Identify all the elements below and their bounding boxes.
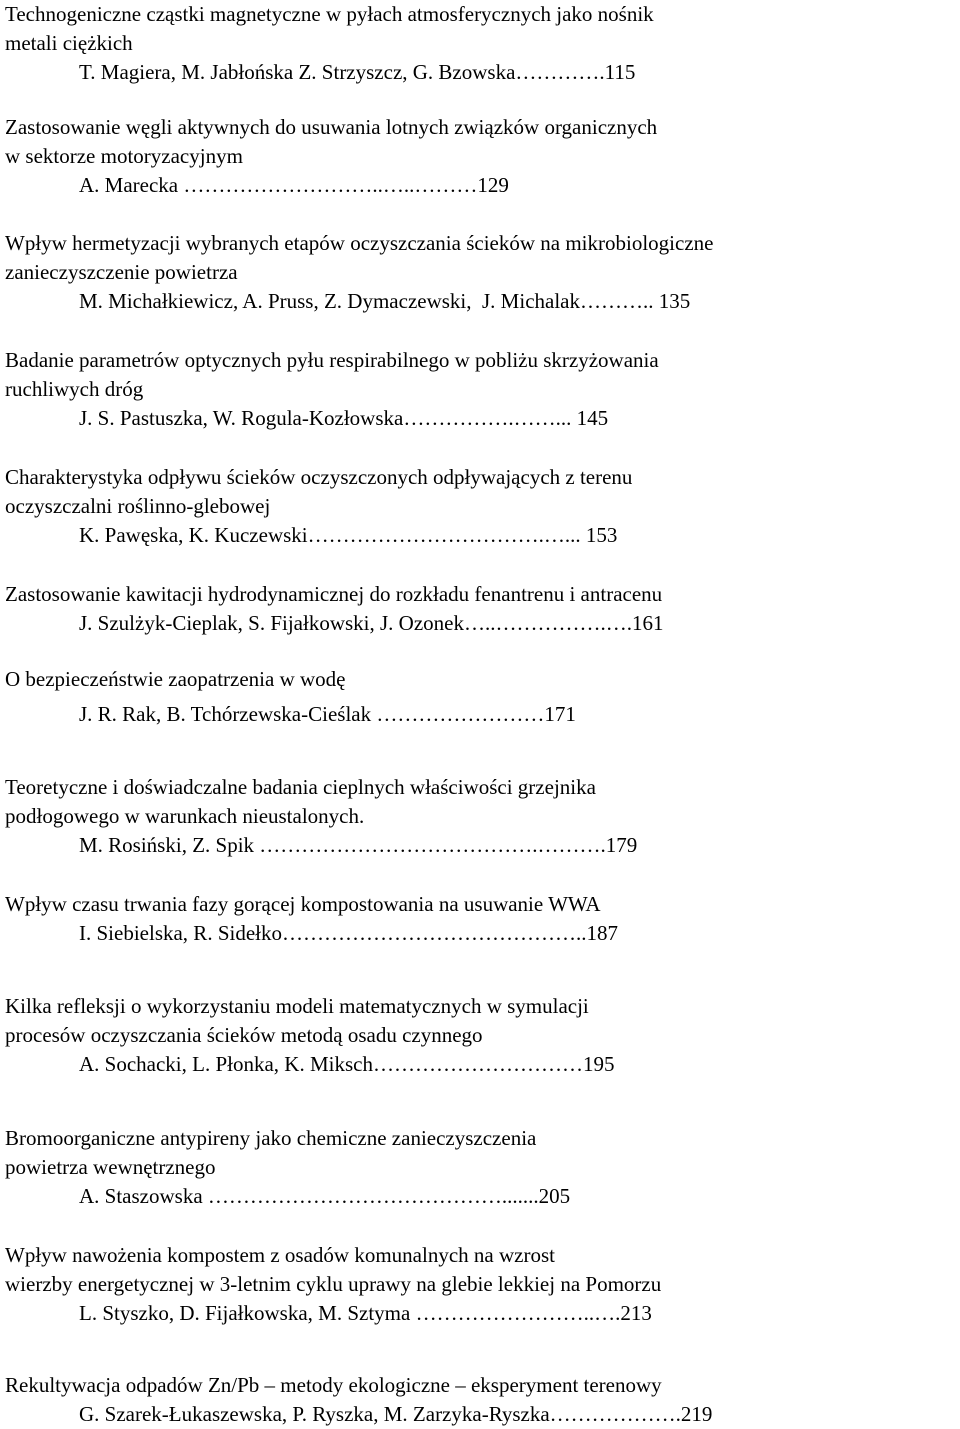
toc-entry-authors: G. Szarek-Łukaszewska, P. Ryszka, M. Zarzyka-Ryszka……………….219 [79, 1402, 713, 1426]
toc-entry-title-line: Zastosowanie węgli aktywnych do usuwania lotnych związków organicznych [5, 115, 658, 139]
toc-entry-title-line: zanieczyszczenie powietrza [5, 260, 238, 284]
toc-entry [5, 113, 955, 200]
toc-entry-title-line: Charakterystyka odpływu ścieków oczyszczonych odpływających z terenu [5, 465, 633, 489]
toc-entry-title-line: w sektorze motoryzacyjnym [5, 144, 243, 168]
toc-entry-authors: A. Staszowska …………………………………….......205 [79, 1184, 571, 1208]
toc-entry-title-line: powietrza wewnętrznego [5, 1155, 216, 1179]
toc-entry-title-line: Technogeniczne cząstki magnetyczne w pyłach atmosferycznych jako nośnik [5, 2, 654, 26]
toc-entry-title-line: Zastosowanie kawitacji hydrodynamicznej do rozkładu fenantrenu i antracenu [5, 582, 663, 606]
toc-entry-title-line: Bromoorganiczne antypireny jako chemiczne zanieczyszczenia [5, 1126, 537, 1150]
toc-entry-authors: J. R. Rak, B. Tchórzewska-Cieślak ……………………171 [79, 702, 576, 726]
toc-entry-authors: T. Magiera, M. Jabłońska Z. Strzyszcz, G. Bzowska………….115 [79, 60, 636, 84]
toc-entry-title-line: Wpływ hermetyzacji wybranych etapów oczyszczania ścieków na mikrobiologiczne [5, 231, 714, 255]
toc-entry-authors: J. S. Pastuszka, W. Rogula-Kozłowska…………….……... 145 [79, 406, 609, 430]
toc-entry [5, 1241, 955, 1328]
toc-entry [5, 773, 955, 860]
toc-entry [5, 1124, 955, 1211]
toc-entry-title-line: Badanie parametrów optycznych pyłu respirabilnego w pobliżu skrzyżowania [5, 348, 659, 372]
toc-entry-authors: L. Styszko, D. Fijałkowska, M. Sztyma ……………………..….213 [79, 1301, 652, 1325]
toc-entry-title-line: podłogowego w warunkach nieustalonych. [5, 804, 365, 828]
toc-entry-title-line: ruchliwych dróg [5, 377, 144, 401]
toc-entry-title-line: oczyszczalni roślinno-glebowej [5, 494, 271, 518]
toc-entry-title-line: Wpływ nawożenia kompostem z osadów komunalnych na wzrost [5, 1243, 555, 1267]
toc-entry [5, 992, 955, 1079]
toc-entry-title-line: wierzby energetycznej w 3-letnim cyklu uprawy na glebie lekkiej na Pomorzu [5, 1272, 662, 1296]
toc-entry [5, 346, 955, 433]
toc-entry-authors: K. Pawęska, K. Kuczewski…………………………….…... 153 [79, 523, 618, 547]
toc-entry-title-line: procesów oczyszczania ścieków metodą osadu czynnego [5, 1023, 483, 1047]
toc-entry [5, 665, 955, 729]
toc-entry-authors: J. Szulżyk-Cieplak, S. Fijałkowski, J. Ozonek…..…………….….161 [79, 611, 664, 635]
toc-entry [5, 580, 955, 638]
toc-entry [5, 0, 955, 87]
toc-entry-authors: A. Sochacki, L. Płonka, K. Miksch…………………………195 [79, 1052, 615, 1076]
toc-entry-authors: I. Siebielska, R. Sidełko……………………………………..187 [79, 921, 618, 945]
toc-entry [5, 229, 955, 316]
toc-entry [5, 890, 955, 948]
toc-entry-title-line: O bezpieczeństwie zaopatrzenia w wodę [5, 667, 346, 691]
toc-entry-authors: M. Rosiński, Z. Spik ………………………………….……….179 [79, 833, 638, 857]
toc-entry-title-line: Teoretyczne i doświadczalne badania cieplnych właściwości grzejnika [5, 775, 596, 799]
toc-entry-authors: M. Michałkiewicz, A. Pruss, Z. Dymaczewski, J. Michalak……….. 135 [79, 289, 691, 313]
toc-entry [5, 1371, 955, 1429]
toc-entry-title-line: metali ciężkich [5, 31, 133, 55]
toc-entry-title-line: Kilka refleksji o wykorzystaniu modeli matematycznych w symulacji [5, 994, 589, 1018]
toc-entry [5, 463, 955, 550]
toc-entry-authors: A. Marecka ………………………..…..………129 [79, 173, 509, 197]
toc-entry-title-line: Rekultywacja odpadów Zn/Pb – metody ekologiczne – eksperyment terenowy [5, 1373, 662, 1397]
toc-entry-title-line: Wpływ czasu trwania fazy gorącej kompostowania na usuwanie WWA [5, 892, 601, 916]
